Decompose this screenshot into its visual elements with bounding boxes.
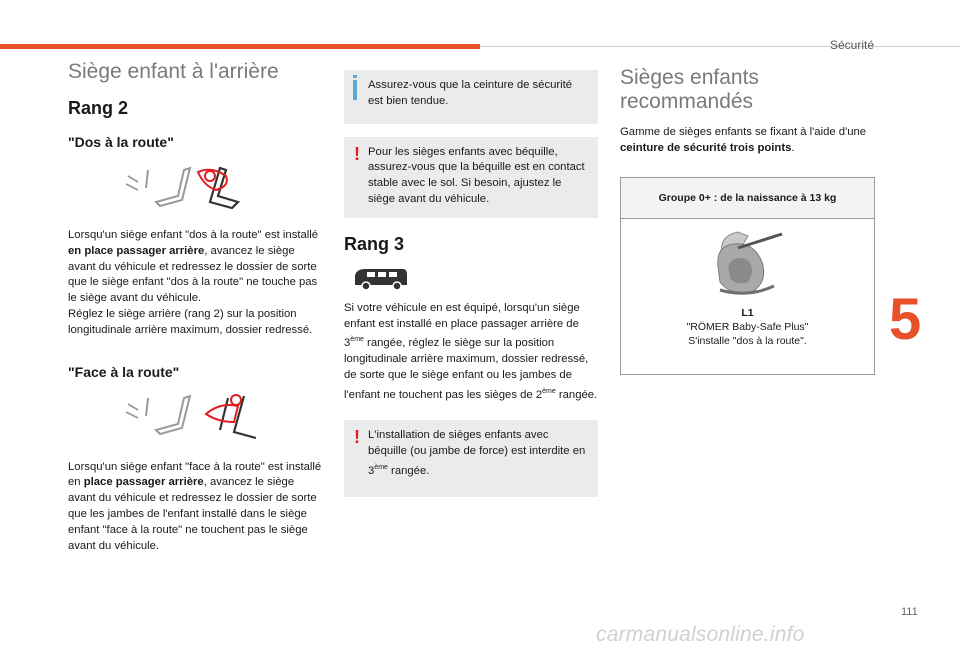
page-title: Siège enfant à l'arrière (68, 60, 279, 83)
rang2-heading: Rang 2 (68, 98, 129, 118)
rang3-text: Si votre véhicule en est équipé, lorsqu'un siège enfant est installé en place passager arrière de 3ème rangée, réglez le siège sur la position longitudinale arrière maximum, dossier redressé, de sorte que le siège enfant ou les jambes de l'enfant ne touchent pas les sièges de 2ème rangée. (344, 301, 598, 401)
column-recommended (620, 66, 874, 157)
recommended-intro: Gamme de sièges enfants se fixant à l'aide d'une ceinture de sécurité trois points. (620, 126, 867, 154)
van-icon (351, 265, 411, 291)
warning-box-prop-leg: ! Pour les sièges enfants avec béquille, assurez-vous que la béquille est en contact stable avec le sol. Si besoin, ajustez le siège avant du véhicule. (344, 137, 598, 218)
header-rule (480, 46, 960, 47)
seat-name: "RÖMER Baby-Safe Plus" (686, 321, 809, 333)
header-accent-bar (0, 44, 480, 49)
forward-facing-text: Lorsqu'un siège enfant "face à la route" est installé en place passager arrière, avancez le siège avant du véhicule et redressez le dossier de sorte que les jambes de l'enfant installé dans le siège enfant "face à la route" ne touchent pas le siège avant du véhicule. (68, 460, 322, 552)
column-notes (344, 70, 598, 497)
seat-note: S'installe "dos à la route". (688, 335, 807, 347)
info-icon (353, 80, 357, 100)
rang3-heading: Rang 3 (344, 233, 405, 254)
seat-description (621, 306, 874, 348)
seat-code: L1 (741, 307, 754, 319)
forward-facing-heading: "Face à la route" (68, 363, 180, 380)
recommended-title: Sièges enfants recommandés (620, 66, 759, 113)
seat-table (620, 177, 875, 375)
forward-facing-seat-icon (120, 392, 260, 442)
rear-facing-text: Lorsqu'un siège enfant "dos à la route" est installé en place passager arrière, avancez le siège avant du véhicule et redressez le dossier de sorte que le siège enfant "dos à la route" ne touche pas le siège avant du véhicule. Réglez le siège arrière (rang 2) sur la position longitudinale arrière maximum, dossier redressé. (68, 229, 319, 336)
warning-box-third-row: ! L'installation de sièges enfants avec béquille (ou jambe de force) est interdite en 3ème rangée. (344, 420, 598, 497)
footer-watermark: carmanualsonline.info (596, 623, 805, 646)
rear-facing-seat-icon (120, 164, 260, 214)
warning-icon: ! (354, 143, 360, 164)
rear-facing-heading: "Dos à la route" (68, 134, 174, 150)
warning-icon: ! (354, 427, 360, 448)
section-label: Sécurité (829, 38, 874, 52)
baby-seat-photo (708, 226, 788, 300)
column-rear-seats (68, 60, 323, 554)
page-number: 111 (901, 606, 918, 618)
table-header: Groupe 0+ : de la naissance à 13 kg (621, 178, 874, 219)
info-box: Assurez-vous que la ceinture de sécurité est bien tendue. (344, 70, 598, 124)
chapter-number: 5 (889, 287, 922, 352)
